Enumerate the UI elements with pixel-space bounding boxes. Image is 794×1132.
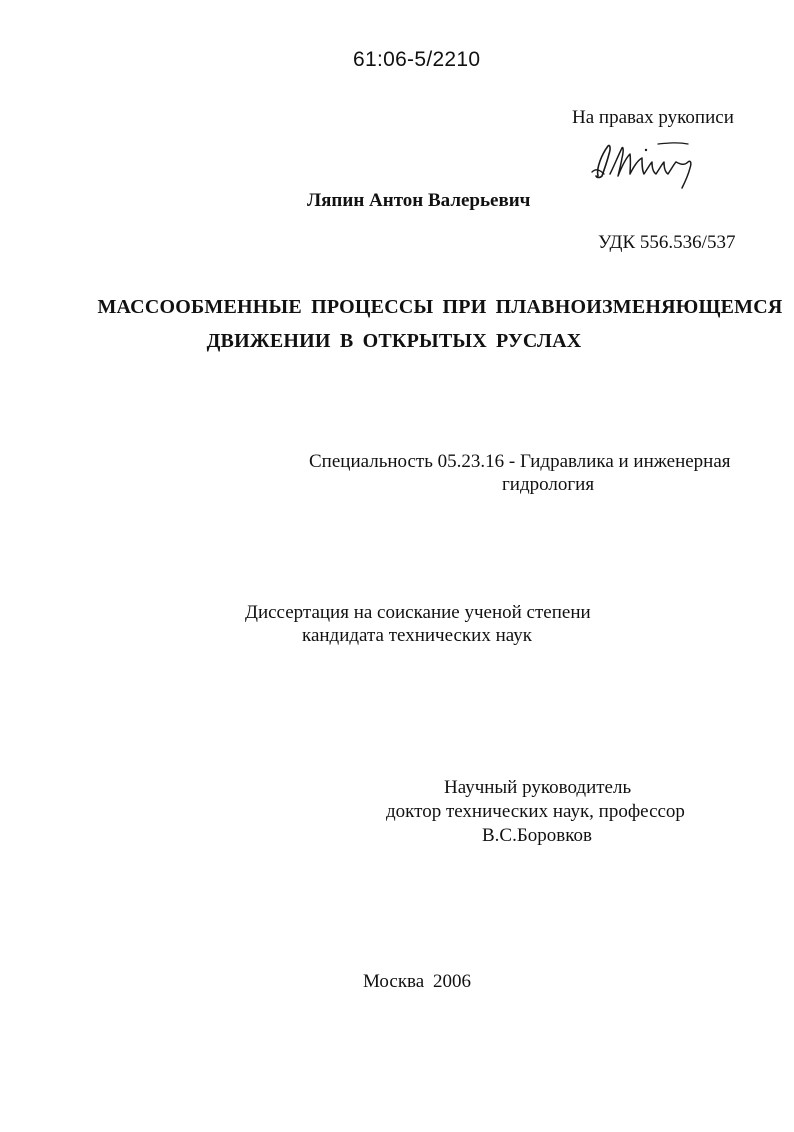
dissertation-title-line-1: МАССООБМЕННЫЕ ПРОЦЕССЫ ПРИ ПЛАВНОИЗМЕНЯЮЩЕМСЯ [97, 296, 783, 318]
supervisor-degree: доктор технических наук, профессор [386, 801, 685, 822]
dissertation-title-line-2: ДВИЖЕНИИ В ОТКРЫТЫХ РУСЛАХ [206, 330, 582, 352]
supervisor-role: Научный руководитель [444, 777, 632, 798]
specialty-line-2: гидрология [502, 474, 595, 495]
udk-code: УДК 556.536/537 [598, 232, 736, 253]
rights-notice: На правах рукописи [572, 107, 734, 128]
author-name: Ляпин Антон Валерьевич [307, 190, 531, 211]
specialty-line-1: Специальность 05.23.16 - Гидравлика и инженерная [309, 451, 731, 472]
dissertation-degree-line-2: кандидата технических наук [302, 625, 532, 646]
supervisor-name: В.С.Боровков [482, 825, 592, 846]
handwritten-signature [588, 132, 708, 190]
city-year: Москва 2006 [363, 971, 471, 992]
catalog-code: 61:06-5/2210 [353, 48, 481, 71]
dissertation-degree-line-1: Диссертация на соискание ученой степени [245, 602, 591, 623]
